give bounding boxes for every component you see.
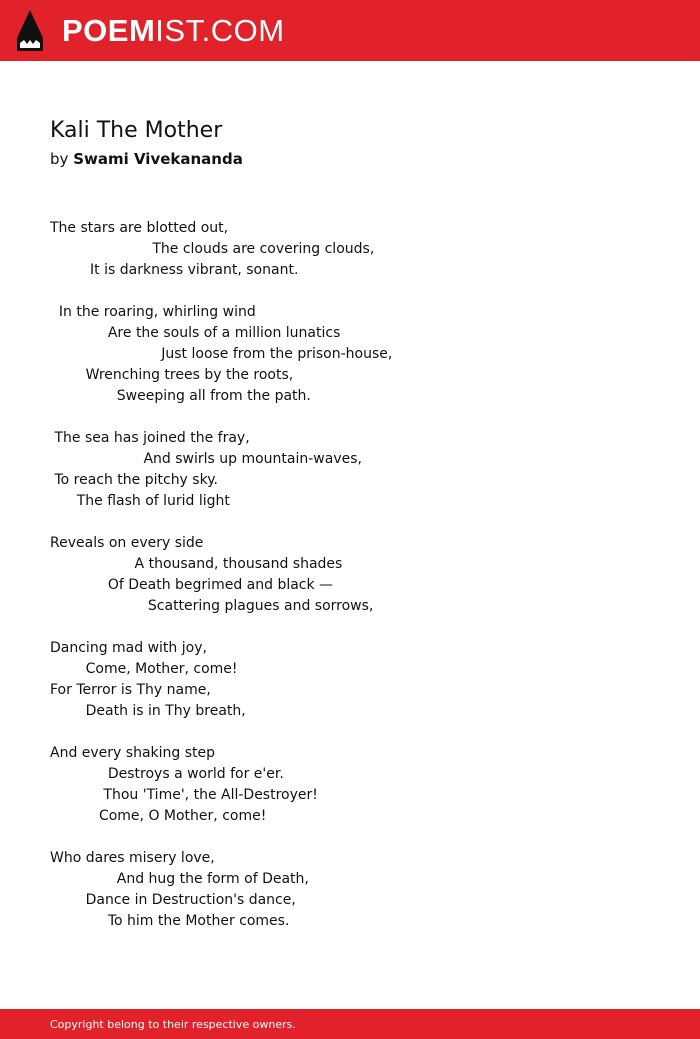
- poem-line: It is darkness vibrant, sonant.: [50, 262, 299, 278]
- logo-light-text: IST.COM: [155, 13, 285, 48]
- poem-line: Destroys a world for e'er.: [50, 766, 284, 782]
- poem-line: The stars are blotted out,: [50, 220, 229, 236]
- poem-line: Death is in Thy breath,: [50, 703, 246, 719]
- poem-body: [50, 218, 650, 932]
- poem-line: And every shaking step: [50, 745, 216, 761]
- poem-line: [50, 722, 650, 743]
- poem-line: Come, Mother, come!: [50, 661, 238, 677]
- copyright-text: Copyright belong to their respective owners.: [50, 1018, 296, 1031]
- poem-line: [50, 407, 650, 428]
- poem-line: Dance in Destruction's dance,: [50, 892, 296, 908]
- poem-line: Just loose from the prison-house,: [50, 346, 393, 362]
- poem-line: Of Death begrimed and black —: [50, 577, 334, 593]
- byline: [50, 149, 243, 169]
- poem-line: [50, 512, 650, 533]
- poem-title: Kali The Mother: [50, 118, 223, 143]
- poem-line: Scattering plagues and sorrows,: [50, 598, 374, 614]
- logo-bold-text: POEM: [62, 13, 156, 48]
- pencil-icon: [17, 10, 43, 51]
- poem-line: [50, 281, 650, 302]
- site-footer: [0, 1009, 700, 1039]
- poem-line: Who dares misery love,: [50, 850, 215, 866]
- poem-line: And hug the form of Death,: [50, 871, 309, 887]
- poem-line: And swirls up mountain-waves,: [50, 451, 362, 467]
- poem-line: [50, 617, 650, 638]
- poem-line: Come, O Mother, come!: [50, 808, 267, 824]
- poem-line: Sweeping all from the path.: [50, 388, 311, 404]
- author-name: Swami Vivekananda: [73, 150, 243, 168]
- poem-line: The flash of lurid light: [50, 493, 230, 509]
- by-label: by: [50, 150, 69, 168]
- poem-line: [50, 827, 650, 848]
- site-header: [0, 0, 700, 61]
- poem-line: To him the Mother comes.: [50, 913, 290, 929]
- poem-line: Are the souls of a million lunatics: [50, 325, 341, 341]
- poem-line: Reveals on every side: [50, 535, 204, 551]
- poem-line: For Terror is Thy name,: [50, 682, 211, 698]
- poem-line: In the roaring, whirling wind: [50, 304, 256, 320]
- poem-line: The sea has joined the fray,: [50, 430, 250, 446]
- poem-line: Thou 'Time', the All-Destroyer!: [50, 787, 318, 803]
- poem-line: A thousand, thousand shades: [50, 556, 343, 572]
- poem-line: Dancing mad with joy,: [50, 640, 207, 656]
- poem-line: The clouds are covering clouds,: [50, 241, 375, 257]
- poem-line: Wrenching trees by the roots,: [50, 367, 294, 383]
- poem-line: To reach the pitchy sky.: [50, 472, 218, 488]
- site-logo[interactable]: [62, 11, 285, 51]
